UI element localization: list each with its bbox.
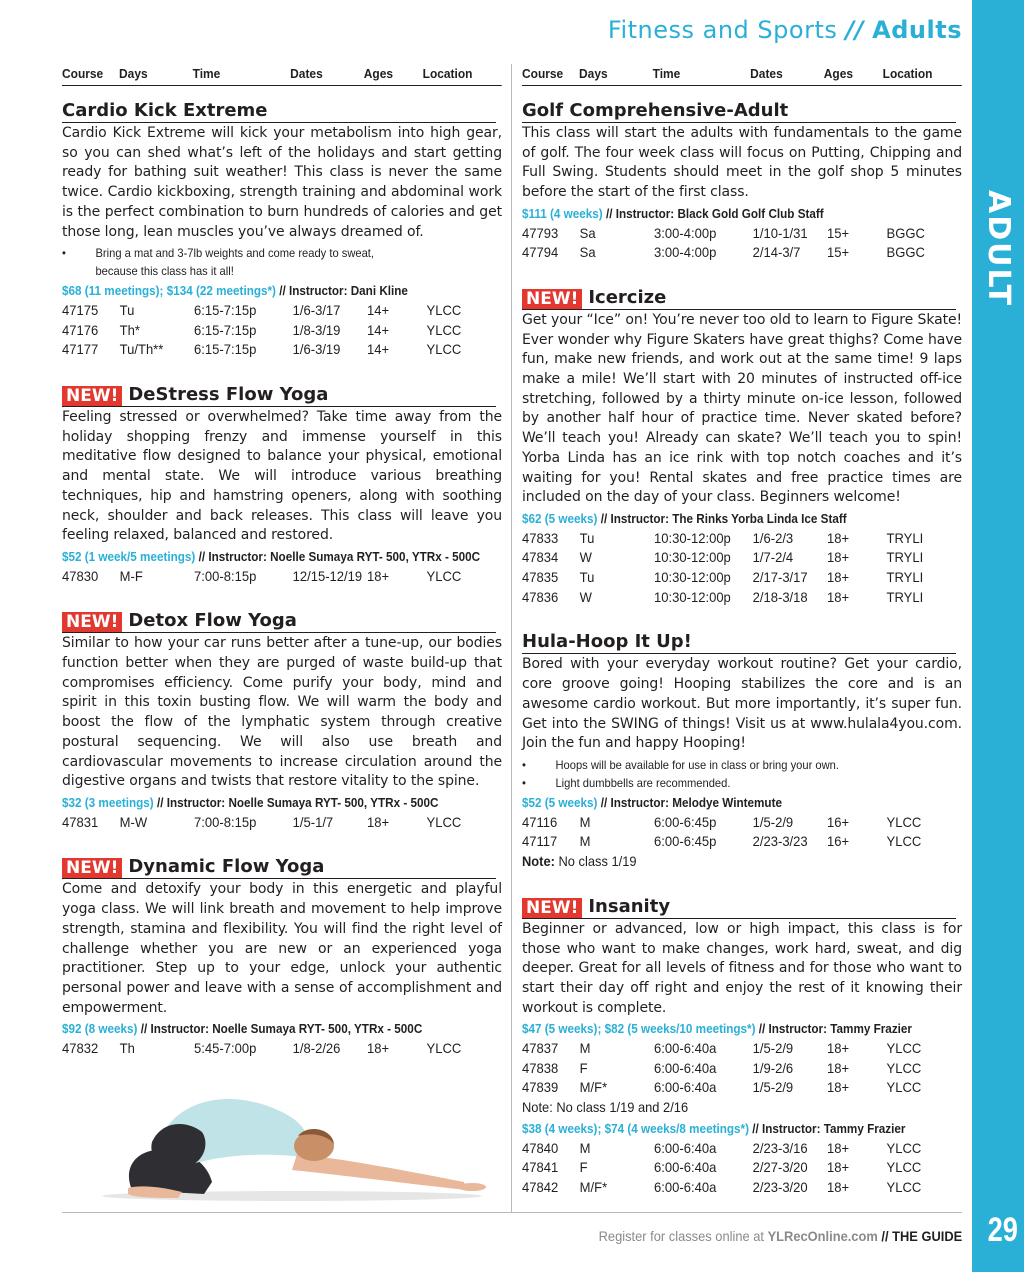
schedule-cell: BGGC <box>886 224 925 241</box>
course-price: $38 (4 weeks); $74 (4 weeks/8 meetings*) <box>522 1120 749 1136</box>
course-block <box>522 896 962 1198</box>
schedule-cell: 47842 <box>522 1178 559 1195</box>
schedule-cell: 6:15-7:15p <box>194 341 257 358</box>
schedule-cell: 1/8-3/19 <box>292 321 341 338</box>
schedule-cell: 14+ <box>367 301 390 318</box>
column-header-row <box>522 64 962 86</box>
note-text: No class 1/19 <box>558 853 637 870</box>
left-column <box>62 64 502 1059</box>
schedule-cell: W <box>579 549 592 566</box>
new-badge: NEW! <box>522 898 582 918</box>
schedule-cell: 10:30-12:00p <box>654 549 731 566</box>
course-block <box>62 100 502 360</box>
schedule-cell: 1/5-1/7 <box>292 813 334 830</box>
schedule-cell: W <box>579 588 592 605</box>
schedule-row <box>522 1078 957 1098</box>
schedule-cell: Tu <box>579 529 595 546</box>
schedule-cell: 18+ <box>827 1139 850 1156</box>
schedule-cell: 47177 <box>62 341 99 358</box>
schedule-cell: 1/5-2/9 <box>752 813 794 830</box>
schedule-cell: 47839 <box>522 1079 559 1096</box>
course-block <box>522 631 962 871</box>
price-line <box>62 793 458 813</box>
schedule-cell: YLCC <box>886 1040 922 1057</box>
schedule-row <box>62 567 497 587</box>
schedule-cell: 6:00-6:40a <box>654 1059 717 1076</box>
schedule-row <box>62 1039 497 1059</box>
course-price: $92 (8 weeks) <box>62 1021 138 1037</box>
column-header-cell: Time <box>192 66 221 81</box>
schedule-cell: TRYLI <box>886 588 924 605</box>
schedule-cell: 1/5-2/9 <box>752 1079 794 1096</box>
right-column <box>522 64 962 1198</box>
price-line <box>522 1019 918 1039</box>
new-badge: NEW! <box>62 386 122 406</box>
course-instructor: // Instructor: The Rinks Yorba Linda Ice Staff <box>600 510 847 526</box>
course-title: Cardio Kick Extreme <box>62 100 268 121</box>
schedule-cell: M <box>579 1040 591 1057</box>
schedule-cell: 18+ <box>827 1079 850 1096</box>
price-line <box>62 1019 458 1039</box>
course-description: Come and detoxify your body in this energetic and playful yoga class. We will link breath and movement to help improve strength, stamina and flexibility. You will find the right level of challenge whether you are new or an experienced yoga practitioner. Step up to your edge, unlock your authentic personal power and leave with a sense of accomplishment and empowerment. <box>62 881 502 1016</box>
schedule-cell: 1/7-2/4 <box>752 549 794 566</box>
schedule-cell: 3:00-4:00p <box>654 224 717 241</box>
course-instructor: // Instructor: Noelle Sumaya RYT- 500, YTRx - 500C <box>156 794 439 810</box>
schedule-cell: TRYLI <box>886 569 924 586</box>
schedule-rows <box>522 224 962 263</box>
schedule-cell: YLCC <box>426 813 462 830</box>
schedule-rows <box>62 813 502 833</box>
column-header-cell: Location <box>882 66 933 81</box>
schedule-cell: 2/18-3/18 <box>752 588 808 605</box>
schedule-cell: YLCC <box>886 1159 922 1176</box>
course-block <box>62 610 502 832</box>
course-price: $68 (11 meetings); $134 (22 meetings*) <box>62 283 276 299</box>
schedule-cell: 10:30-12:00p <box>654 529 731 546</box>
schedule-cell: 47176 <box>62 321 99 338</box>
schedule-cell: 47793 <box>522 224 559 241</box>
course-description: Similar to how your car runs better after a tune-up, our bodies function better when they are purged of waste build-up that compromises efficiency. Come purify your body, mind and spirit in this toxin busting flow. We will warm the body and boost the flow of the lymphatic system through creative postural sequencing. We will also use breath and cardiovascular movements to increase circulation around the digestive organs and twists that restore vitality to the spine. <box>62 635 502 790</box>
course-block <box>522 100 962 263</box>
schedule-cell: 7:00-8:15p <box>194 813 257 830</box>
column-header-cell: Days <box>579 66 608 81</box>
schedule-cell: 1/9-2/6 <box>752 1059 794 1076</box>
course-title: Icercize <box>588 286 667 308</box>
column-header-cell: Time <box>652 66 681 81</box>
course-bullets <box>62 244 502 280</box>
schedule-cell: YLCC <box>886 1139 922 1156</box>
schedule-row <box>522 1158 957 1178</box>
course-title-row <box>522 100 956 123</box>
schedule-cell: 1/6-3/19 <box>292 341 341 358</box>
course-price: $47 (5 weeks); $82 (5 weeks/10 meetings*) <box>522 1021 756 1037</box>
schedule-cell: TRYLI <box>886 529 924 546</box>
schedule-cell: Tu/Th** <box>119 341 164 358</box>
schedule-cell: YLCC <box>886 1059 922 1076</box>
footer-prefix: Register for classes online at <box>598 1228 768 1244</box>
footer-suffix: // THE GUIDE <box>877 1228 962 1244</box>
schedule-cell: 6:00-6:40a <box>654 1040 717 1057</box>
schedule-cell: 47836 <box>522 588 559 605</box>
schedule-cell: YLCC <box>886 1178 922 1195</box>
column-header-cell: Course <box>62 66 104 81</box>
header-section: Fitness and Sports <box>607 16 838 44</box>
schedule-cell: 18+ <box>827 1159 850 1176</box>
schedule-cell: 15+ <box>827 224 850 241</box>
schedule-cell: TRYLI <box>886 549 924 566</box>
course-instructor: // Instructor: Noelle Sumaya RYT- 500, YTRx - 500C <box>198 548 481 564</box>
schedule-cell: 6:00-6:45p <box>654 813 717 830</box>
price-line <box>62 547 481 567</box>
schedule-cell: 47117 <box>522 833 558 850</box>
course-price: $32 (3 meetings) <box>62 794 154 810</box>
schedule-cell: 47840 <box>522 1139 559 1156</box>
schedule-cell: 2/27-3/20 <box>752 1159 808 1176</box>
schedule-rows <box>62 1039 502 1059</box>
schedule-cell: 6:15-7:15p <box>194 301 257 318</box>
price-line <box>62 281 458 301</box>
schedule-cell: 47831 <box>62 813 99 830</box>
schedule-cell: 47833 <box>522 529 559 546</box>
price-line <box>522 509 918 529</box>
course-title: Insanity <box>588 895 671 917</box>
schedule-cell: 18+ <box>367 567 390 584</box>
new-badge: NEW! <box>62 612 122 632</box>
schedule-row <box>522 1139 957 1159</box>
schedule-cell: 18+ <box>827 1040 850 1057</box>
course-price: $111 (4 weeks) <box>522 205 603 221</box>
schedule-cell: 16+ <box>827 813 850 830</box>
schedule-row <box>522 832 957 852</box>
schedule-cell: 47838 <box>522 1059 559 1076</box>
schedule-cell: M-W <box>119 813 148 830</box>
schedule-cell: F <box>579 1059 588 1076</box>
schedule-cell: 1/10-1/31 <box>752 224 808 241</box>
page-header <box>608 16 962 44</box>
bullet-item: • Bring a mat and 3-7lb weights and come ready to sweat, <box>62 244 471 262</box>
column-header-cell: Location <box>422 66 473 81</box>
schedule-cell: Tu <box>119 301 135 318</box>
schedule-cell: YLCC <box>426 301 462 318</box>
schedule-cell: Tu <box>579 569 595 586</box>
schedule-cell: 2/23-3/23 <box>752 833 808 850</box>
course-description: Beginner or advanced, low or high impact, this class is for those who want to make changes, work hard, sweat, and dig deeper. Great for all levels of fitness and for those who want to start their day off right and enjoy the rest of it knowing their workout is complete. <box>522 920 962 1016</box>
schedule-cell: 47837 <box>522 1040 559 1057</box>
course-description: Get your “Ice” on! You’re never too old to learn to Figure Skate! Ever wonder why Figure Skaters have great thighs? Come have fun, make new friends, and work out at the same time! 9 laps make a mile! We’ll start with 20 minutes of instructed off-ice stretching, followed by a thirty minute on-ice lesson, followed by another half hour of practice time. Never skated before? We’ll teach you! Already can skate? We’ll teach you to spin! Yorba Linda has an ice rink with top notch coaches and it’s waiting for you! Rental skates and free practice times are included on the day of your class. Beginners welcome! <box>522 311 962 506</box>
schedule-cell: 1/8-2/26 <box>292 1040 341 1057</box>
schedule-cell: 10:30-12:00p <box>654 588 731 605</box>
course-price: $62 (5 weeks) <box>522 510 598 526</box>
course-title: Hula-Hoop It Up! <box>522 631 692 653</box>
schedule-cell: 47175 <box>62 301 99 318</box>
course-title-row <box>522 631 956 654</box>
column-header-cell: Days <box>119 66 148 81</box>
course-price: $52 (5 weeks) <box>522 794 598 810</box>
course-description: Cardio Kick Extreme will kick your metabolism into high gear, so you can shed what’s left of the holidays and start getting ready for bathing suit weather! This class is never the same twice. Cardio kickboxing, strength training and abdominal work is the perfect combination to burn hundreds of calories and get those long, lean muscles you’ve always dreamed of. <box>62 125 502 240</box>
schedule-row <box>522 224 957 244</box>
new-badge: NEW! <box>62 858 122 878</box>
price-line <box>522 793 918 813</box>
schedule-cell: 47116 <box>522 813 558 830</box>
schedule-cell: 47841 <box>522 1159 559 1176</box>
header-audience: Adults <box>872 16 962 44</box>
column-header-cell: Dates <box>750 66 783 81</box>
schedule-cell: 18+ <box>827 529 850 546</box>
course-price: $52 (1 week/5 meetings) <box>62 548 196 564</box>
schedule-row <box>522 568 957 588</box>
schedule-cell: 2/23-3/16 <box>752 1139 808 1156</box>
course-bullets <box>522 756 962 792</box>
price-line <box>522 204 918 224</box>
schedule-cell: 18+ <box>367 1040 390 1057</box>
course-instructor: // Instructor: Black Gold Golf Club Staff <box>605 205 824 221</box>
schedule-cell: Sa <box>579 244 596 261</box>
course-title-row <box>62 384 496 407</box>
course-instructor: // Instructor: Tammy Frazier <box>758 1021 912 1037</box>
schedule-cell: 3:00-4:00p <box>654 244 717 261</box>
schedule-cell: 18+ <box>827 569 850 586</box>
schedule-cell: M-F <box>119 567 143 584</box>
course-title-row <box>522 287 956 310</box>
schedule-cell: M <box>579 833 591 850</box>
schedule-row <box>522 529 957 549</box>
header-separator: // <box>845 16 865 44</box>
schedule-cell: 2/14-3/7 <box>752 244 801 261</box>
schedule-cell: Th* <box>119 321 140 338</box>
schedule-cell: 2/17-3/17 <box>752 569 808 586</box>
schedule-cell: 7:00-8:15p <box>194 567 257 584</box>
yoga-pose-photo <box>92 1072 504 1202</box>
course-instructor: // Instructor: Noelle Sumaya RYT- 500, YTRx - 500C <box>140 1021 423 1037</box>
course-title-row <box>522 896 956 919</box>
course-note <box>522 852 927 872</box>
schedule-cell: YLCC <box>426 567 462 584</box>
schedule-row <box>522 1178 957 1198</box>
bullet-item: • Hoops will be available for use in class or bring your own. <box>522 756 931 774</box>
price-line <box>522 1119 918 1139</box>
course-block <box>62 856 502 1058</box>
bullet-item: because this class has it all! <box>95 264 234 279</box>
schedule-cell: 18+ <box>367 813 390 830</box>
schedule-cell: 12/15-12/19 <box>292 567 363 584</box>
course-instructor: // Instructor: Melodye Wintemute <box>600 794 782 810</box>
figure-hand <box>458 1183 486 1191</box>
schedule-row <box>522 548 957 568</box>
course-description: This class will start the adults with fundamentals to the game of golf. The four week class will focus on Putting, Chipping and Full Swing. Students should meet in the golf shop 5 minutes before the start of the first class. <box>522 125 962 201</box>
schedule-row <box>522 588 957 608</box>
schedule-cell: 1/6-2/3 <box>752 529 794 546</box>
schedule-cell: 1/6-3/17 <box>292 301 341 318</box>
course-instructor: // Instructor: Tammy Frazier <box>752 1120 906 1136</box>
schedule-row <box>62 340 497 360</box>
schedule-cell: Sa <box>579 224 596 241</box>
schedule-cell: 2/23-3/20 <box>752 1178 808 1195</box>
schedule-cell: M <box>579 813 591 830</box>
column-header-cell: Dates <box>290 66 323 81</box>
schedule-rows <box>522 529 962 608</box>
schedule-cell: BGGC <box>886 244 925 261</box>
schedule-cell: 47834 <box>522 549 559 566</box>
schedule-cell: 6:00-6:40a <box>654 1159 717 1176</box>
schedule-cell: 6:00-6:45p <box>654 833 717 850</box>
schedule-cell: 18+ <box>827 1178 850 1195</box>
schedule-cell: 14+ <box>367 341 390 358</box>
course-note: Note: No class 1/19 and 2/16 <box>522 1099 689 1116</box>
schedule-cell: 10:30-12:00p <box>654 569 731 586</box>
schedule-cell: 6:15-7:15p <box>194 321 257 338</box>
schedule-row <box>522 1059 957 1079</box>
note-label: Note: <box>522 853 555 870</box>
schedule-cell: Th <box>119 1040 135 1057</box>
course-block <box>62 384 502 586</box>
schedule-cell: YLCC <box>886 833 922 850</box>
schedule-cell: YLCC <box>426 1040 462 1057</box>
schedule-rows <box>62 567 502 587</box>
schedule-cell: 18+ <box>827 549 850 566</box>
schedule-rows <box>522 1039 962 1098</box>
footer-rule <box>62 1212 962 1213</box>
column-header-cell: Ages <box>363 66 394 81</box>
schedule-rows <box>522 1139 962 1198</box>
schedule-cell: M/F* <box>579 1079 608 1096</box>
schedule-cell: 47830 <box>62 567 99 584</box>
course-title-row <box>62 610 496 633</box>
schedule-cell: 15+ <box>827 244 850 261</box>
course-instructor: // Instructor: Dani Kline <box>279 283 408 299</box>
bullet-item: • Light dumbbells are recommended. <box>522 774 931 792</box>
course-title: DeStress Flow Yoga <box>128 384 329 406</box>
page-footer <box>598 1228 962 1244</box>
schedule-cell: YLCC <box>886 813 922 830</box>
schedule-cell: YLCC <box>426 341 462 358</box>
schedule-row <box>62 321 497 341</box>
course-description: Bored with your everyday workout routine? Get your cardio, core groove going! Hooping stabilizes the core and is an awesome cardio workout. But more importantly, it’s super fun. Get into the SWING of things! Visit us at www.hulala4you.com. Join the fun and happy Hooping! <box>522 656 962 752</box>
course-description: Feeling stressed or overwhelmed? Take time away from the holiday shopping frenzy and immense yourself in this meditative flow designed to balance your physical, emotional and mental state. We will introduce various breathing techniques, hip and hamstring openers, along with soothing neck, shoulder and back releases. This class will leave you feeling relaxed, balanced and restored. <box>62 409 502 544</box>
schedule-cell: 18+ <box>827 1059 850 1076</box>
course-title: Golf Comprehensive-Adult <box>522 100 789 121</box>
schedule-rows <box>522 813 962 852</box>
schedule-rows <box>62 301 502 360</box>
schedule-row <box>62 301 497 321</box>
schedule-cell: YLCC <box>886 1079 922 1096</box>
new-badge: NEW! <box>522 289 582 309</box>
schedule-cell: 14+ <box>367 321 390 338</box>
schedule-cell: 6:00-6:40a <box>654 1178 717 1195</box>
schedule-cell: 47794 <box>522 244 559 261</box>
schedule-cell: YLCC <box>426 321 462 338</box>
schedule-row <box>522 1039 957 1059</box>
course-title-row <box>62 856 496 879</box>
course-block <box>522 287 962 608</box>
column-header-cell: Ages <box>823 66 854 81</box>
section-sidebar <box>972 0 1024 1272</box>
column-header-cell: Course <box>522 66 564 81</box>
page-number: 29 <box>987 1211 1018 1249</box>
schedule-row <box>62 813 497 833</box>
course-title-row <box>62 100 496 123</box>
schedule-row <box>522 243 957 263</box>
course-title: Detox Flow Yoga <box>128 610 297 632</box>
schedule-cell: 16+ <box>827 833 850 850</box>
schedule-cell: 6:00-6:40a <box>654 1079 717 1096</box>
schedule-cell: 5:45-7:00p <box>194 1040 257 1057</box>
schedule-cell: 1/5-2/9 <box>752 1040 794 1057</box>
column-header-row <box>62 64 502 86</box>
schedule-cell: 47832 <box>62 1040 99 1057</box>
schedule-cell: 18+ <box>827 588 850 605</box>
schedule-cell: 6:00-6:40a <box>654 1139 717 1156</box>
course-title: Dynamic Flow Yoga <box>128 856 325 878</box>
schedule-cell: F <box>579 1159 588 1176</box>
schedule-cell: M/F* <box>579 1178 608 1195</box>
schedule-cell: 47835 <box>522 569 559 586</box>
schedule-cell: M <box>579 1139 591 1156</box>
sidebar-label: ADULT <box>981 190 1016 308</box>
column-divider <box>511 64 512 1212</box>
schedule-row <box>522 813 957 833</box>
footer-site: YLRecOnline.com <box>767 1228 878 1244</box>
